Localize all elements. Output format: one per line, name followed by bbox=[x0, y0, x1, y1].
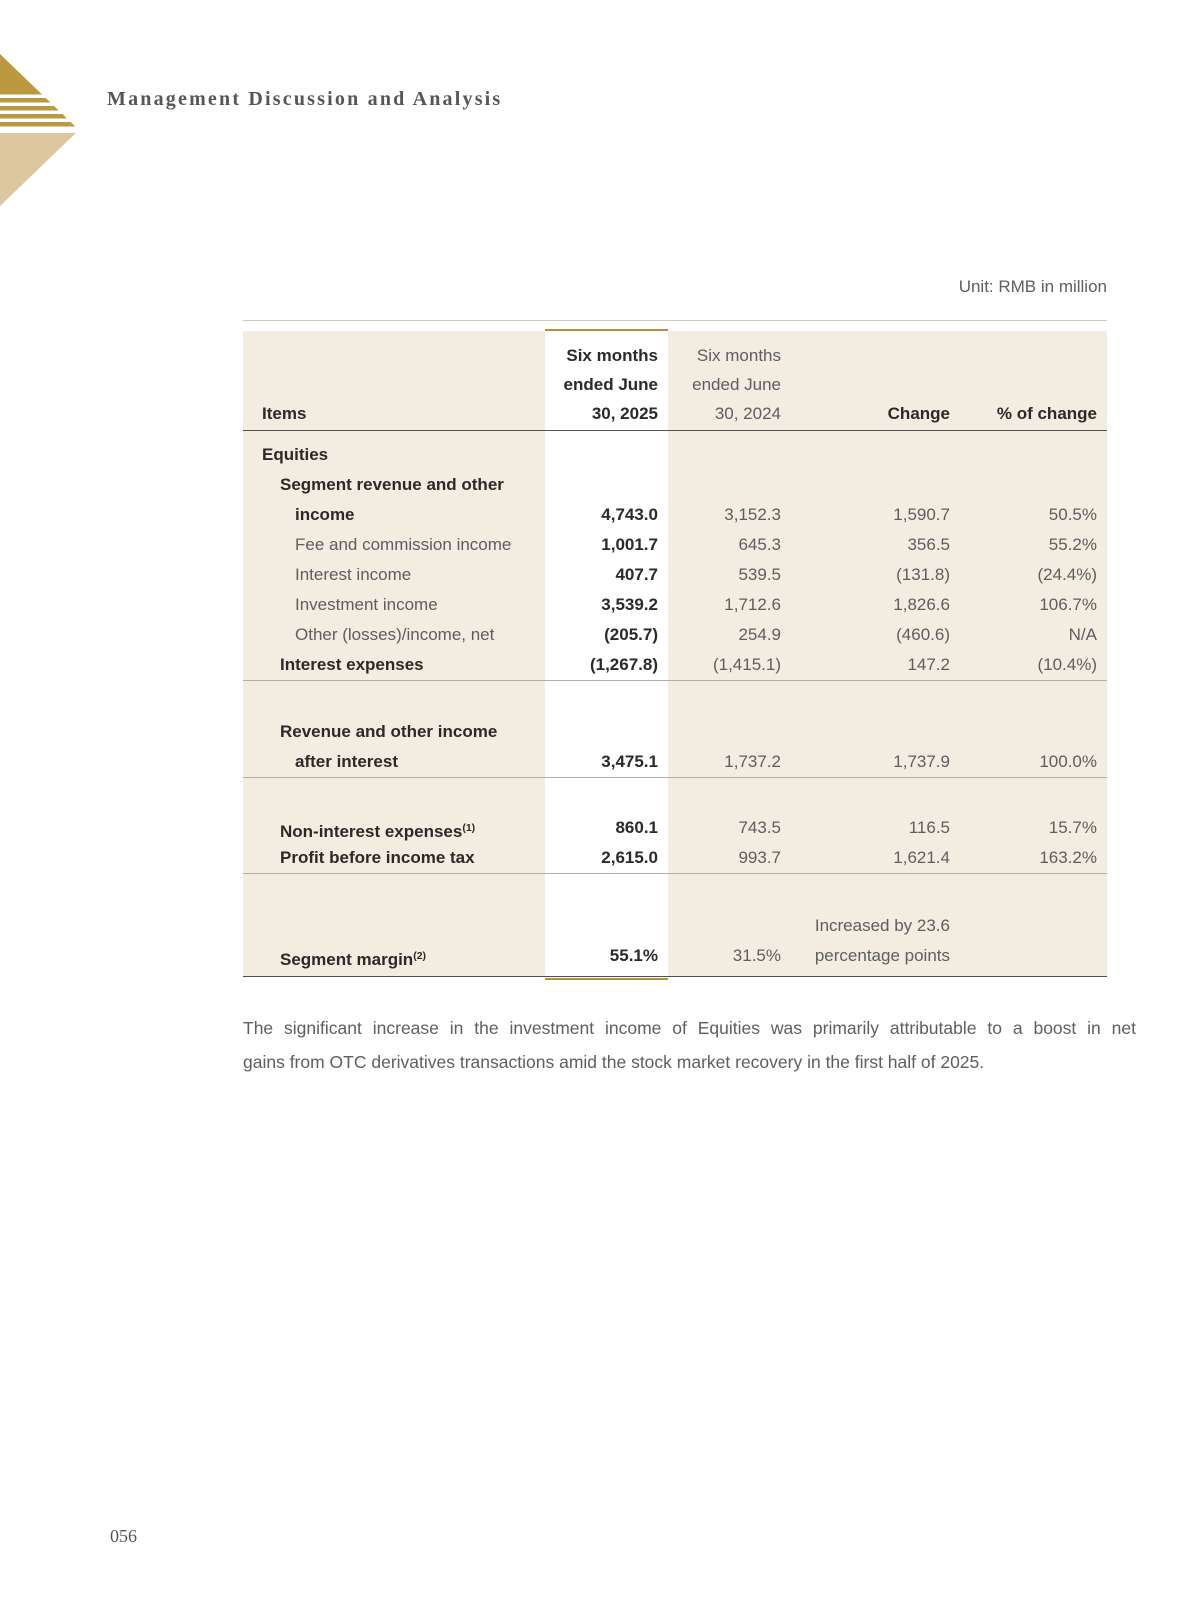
table-row bbox=[243, 941, 1107, 971]
value-2024: 645.3 bbox=[738, 535, 781, 554]
value-pct-change: (10.4%) bbox=[1037, 655, 1097, 674]
value-2025: 3,475.1 bbox=[601, 752, 658, 771]
value-pct-change: 100.0% bbox=[1039, 752, 1097, 771]
header-items: Items bbox=[262, 404, 307, 423]
table-row bbox=[243, 560, 1107, 590]
row-label bbox=[243, 941, 545, 971]
row-label: Segment revenue and other bbox=[280, 475, 504, 494]
value-2025: 3,539.2 bbox=[601, 595, 658, 614]
value-2024: (1,415.1) bbox=[712, 655, 781, 674]
value-2024: 539.5 bbox=[738, 565, 781, 584]
row-label: Interest expenses bbox=[280, 655, 424, 674]
footnote-marker: (2) bbox=[413, 950, 427, 962]
logo-tan-half bbox=[0, 130, 79, 206]
table-row bbox=[243, 440, 1107, 470]
value-pct-change bbox=[960, 911, 1107, 941]
value-2025: 407.7 bbox=[615, 565, 658, 584]
row-label-text: Non-interest expenses bbox=[280, 822, 463, 841]
value-pct-change: 106.7% bbox=[1039, 595, 1097, 614]
value-change: 116.5 bbox=[908, 818, 950, 837]
change-note-line2: percentage points bbox=[814, 946, 950, 965]
value-2025: 860.1 bbox=[615, 818, 658, 837]
page-number: 056 bbox=[110, 1526, 137, 1546]
table-row bbox=[243, 530, 1107, 560]
value-2025: (205.7) bbox=[604, 625, 658, 644]
row-label: Fee and commission income bbox=[295, 535, 512, 554]
highlight-column-gold-underline bbox=[545, 978, 668, 980]
table-row bbox=[243, 843, 1107, 873]
table-row bbox=[243, 500, 1107, 530]
value-2024 bbox=[668, 911, 791, 941]
change-note-line1: Increased by 23.6 bbox=[814, 916, 950, 935]
value-2024: 1,737.2 bbox=[724, 752, 781, 771]
value-2024: 254.9 bbox=[738, 625, 781, 644]
value-2025: 1,001.7 bbox=[601, 535, 658, 554]
row-label: Revenue and other income bbox=[280, 722, 498, 741]
corner-triangle-logo bbox=[0, 54, 79, 206]
footnote-marker: (1) bbox=[462, 822, 476, 834]
value-2025: 55.1% bbox=[609, 946, 658, 965]
value-change: 1,737.9 bbox=[893, 752, 950, 771]
value-2025: 4,743.0 bbox=[601, 505, 658, 524]
table-header-row bbox=[243, 331, 1107, 431]
header-pct-change: % of change bbox=[996, 404, 1097, 423]
row-label: Interest income bbox=[295, 565, 412, 584]
row-label: Equities bbox=[262, 445, 329, 464]
row-label: Other (losses)/income, net bbox=[295, 625, 495, 644]
value-2024: 3,152.3 bbox=[724, 505, 781, 524]
row-label bbox=[243, 911, 545, 941]
commentary-line2: gains from OTC derivatives transactions amid the stock market recovery in the first half of 2025. bbox=[243, 1051, 985, 1072]
header-2025-line1: Six months bbox=[566, 346, 658, 365]
row-label bbox=[243, 813, 545, 843]
value-2024: 993.7 bbox=[738, 848, 781, 867]
table-row bbox=[243, 590, 1107, 620]
value-pct-change: 15.7% bbox=[1048, 818, 1097, 837]
value-2025: (1,267.8) bbox=[589, 655, 658, 674]
unit-note: Unit: RMB in million bbox=[958, 277, 1107, 296]
value-change: 147.2 bbox=[907, 655, 950, 674]
table-top-rule bbox=[243, 320, 1107, 321]
header-2024-line1: Six months bbox=[696, 346, 781, 365]
value-pct-change: (24.4%) bbox=[1037, 565, 1097, 584]
header-2024-line3: 30, 2024 bbox=[714, 404, 781, 423]
segment-results-table bbox=[243, 320, 1107, 977]
value-2024: 1,712.6 bbox=[724, 595, 781, 614]
header-2024-line2: ended June bbox=[692, 375, 781, 394]
value-pct-change: 55.2% bbox=[1048, 535, 1097, 554]
value-pct-change: 50.5% bbox=[1048, 505, 1097, 524]
header-2025-line3: 30, 2025 bbox=[591, 404, 658, 423]
table-row bbox=[243, 747, 1107, 777]
table-row bbox=[243, 911, 1107, 941]
table-row bbox=[243, 717, 1107, 747]
value-2024: 743.5 bbox=[738, 818, 781, 837]
table-row bbox=[243, 470, 1107, 500]
table-row bbox=[243, 620, 1107, 650]
row-label: Profit before income tax bbox=[280, 848, 475, 867]
row-label: Investment income bbox=[295, 595, 438, 614]
row-label-text: Segment margin bbox=[280, 950, 414, 969]
table-row bbox=[243, 650, 1107, 680]
header-period-2025 bbox=[545, 341, 668, 430]
table-row bbox=[243, 813, 1107, 843]
header-change: Change bbox=[887, 404, 950, 423]
value-pct-change: N/A bbox=[1068, 625, 1097, 644]
value-2024: 31.5% bbox=[732, 946, 781, 965]
header-2025-line2: ended June bbox=[563, 375, 658, 394]
header-period-2024 bbox=[668, 341, 791, 430]
value-change: 356.5 bbox=[907, 535, 950, 554]
value-pct-change bbox=[960, 941, 1107, 971]
value-change: (460.6) bbox=[896, 625, 950, 644]
row-label: income bbox=[295, 505, 355, 524]
row-label: after interest bbox=[295, 752, 398, 771]
value-2025: 2,615.0 bbox=[601, 848, 658, 867]
commentary-paragraph bbox=[243, 1012, 1136, 1079]
value-change: 1,590.7 bbox=[893, 505, 950, 524]
value-change: (131.8) bbox=[896, 565, 950, 584]
value-2025 bbox=[545, 911, 668, 941]
page-title: Management Discussion and Analysis bbox=[107, 88, 503, 110]
commentary-line1: The significant increase in the investment income of Equities was primarily attributable to a boost in net bbox=[243, 1018, 1136, 1038]
value-change: 1,621.4 bbox=[893, 848, 950, 867]
logo-striped-gold-half bbox=[0, 54, 79, 130]
value-pct-change: 163.2% bbox=[1039, 848, 1097, 867]
value-change: 1,826.6 bbox=[893, 595, 950, 614]
